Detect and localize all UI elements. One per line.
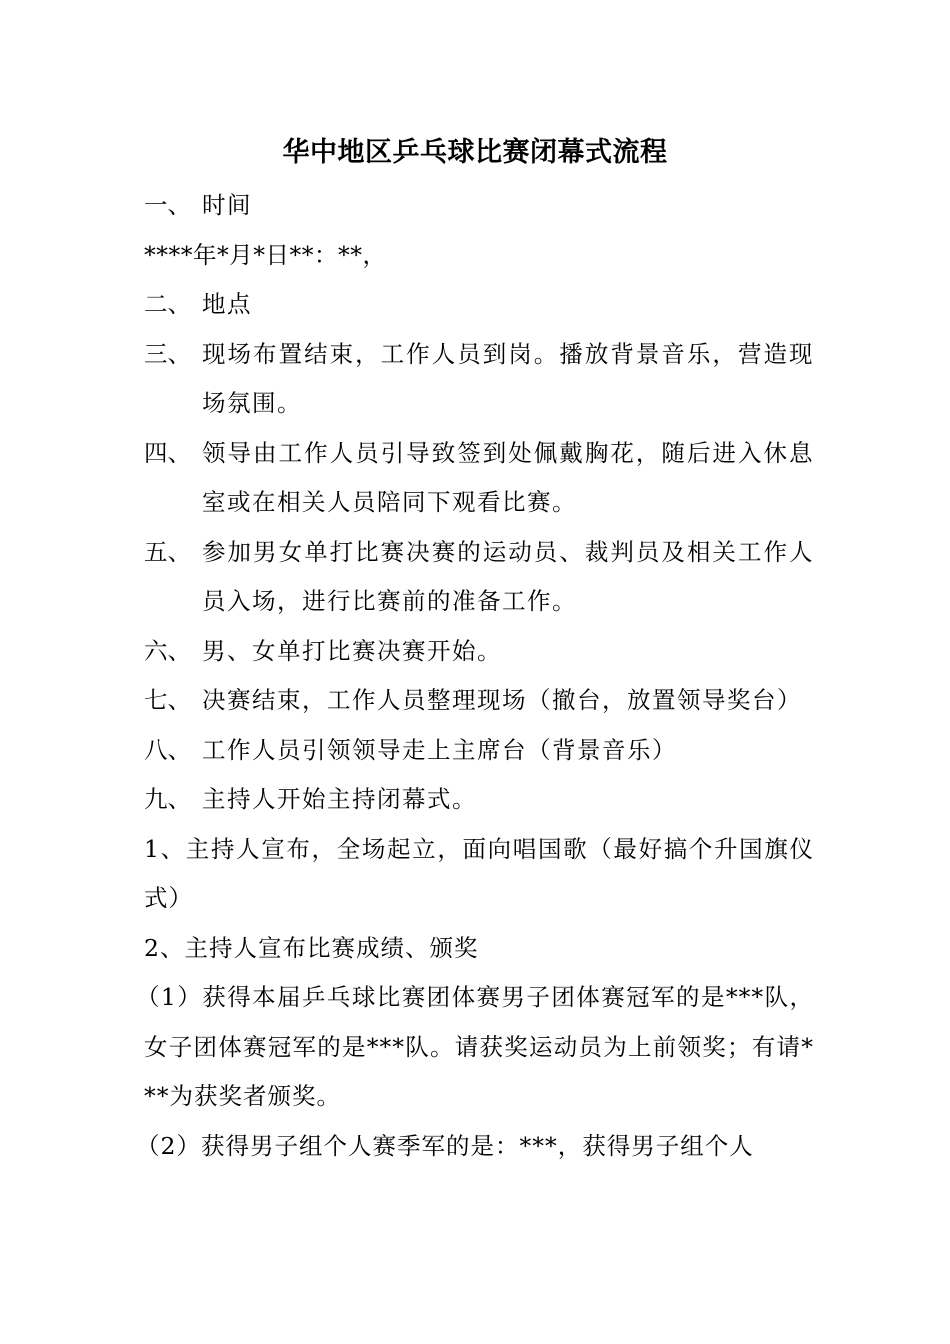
section-text: 男、女单打比赛决赛开始。 (202, 636, 502, 665)
section-number: 八、 (144, 735, 191, 764)
section-number: 二、 (144, 290, 191, 318)
step-announce-results: 2、主持人宣布比赛成绩、颁奖 (144, 933, 479, 962)
section-athletes-entry (144, 528, 814, 627)
section-number: 六、 (144, 636, 191, 665)
section-text: 现场布置结束，工作人员到岗。播放背景音乐，营造现场氛围。 (202, 339, 814, 417)
section-location (144, 280, 814, 330)
section-number: 三、 (144, 339, 191, 368)
document-title: 华中地区乒乓球比赛闭幕式流程 (282, 137, 668, 168)
section-text: 主持人开始主持闭幕式。 (202, 785, 477, 813)
section-number: 七、 (144, 686, 191, 714)
section-text: 参加男女单打比赛决赛的运动员、裁判员及相关工作人员入场，进行比赛前的准备工作。 (202, 537, 814, 615)
step-national-anthem: 1、主持人宣布，全场起立，面向唱国歌（最好搞个升国旗仪式） (144, 834, 814, 912)
section-time (144, 181, 814, 231)
section-number: 四、 (144, 438, 191, 467)
section-text: 领导由工作人员引导致签到处佩戴胸花，随后进入休息室或在相关人员陪同下观看比赛。 (202, 438, 814, 516)
section-venue-setup (144, 330, 814, 429)
time-value: ****年*月*日**：**， (144, 240, 387, 269)
section-leaders-arrival (144, 429, 814, 528)
section-text: 工作人员引领领导走上主席台（背景音乐） (202, 735, 677, 764)
section-text: 地点 (202, 290, 252, 318)
section-text: 时间 (202, 191, 252, 219)
section-number: 一、 (144, 191, 191, 219)
section-text: 决赛结束，工作人员整理现场（撤台，放置领导奖台） (202, 686, 802, 714)
section-finals-start (144, 627, 814, 677)
section-finals-end (144, 676, 814, 726)
award-mens-singles: （2）获得男子组个人赛季军的是：***，获得男子组个人 (136, 1131, 754, 1160)
section-leaders-stage (144, 726, 814, 776)
section-number: 九、 (144, 785, 191, 813)
document-body (136, 181, 814, 1171)
award-team-champions: （1）获得本届乒乓球比赛团体赛男子团体赛冠军的是***队，女子团体赛冠军的是***队。请获奖运动员为上前领奖；有请***为获奖者颁奖。 (136, 983, 814, 1110)
section-number: 五、 (144, 537, 191, 566)
section-host-begins (144, 775, 814, 825)
